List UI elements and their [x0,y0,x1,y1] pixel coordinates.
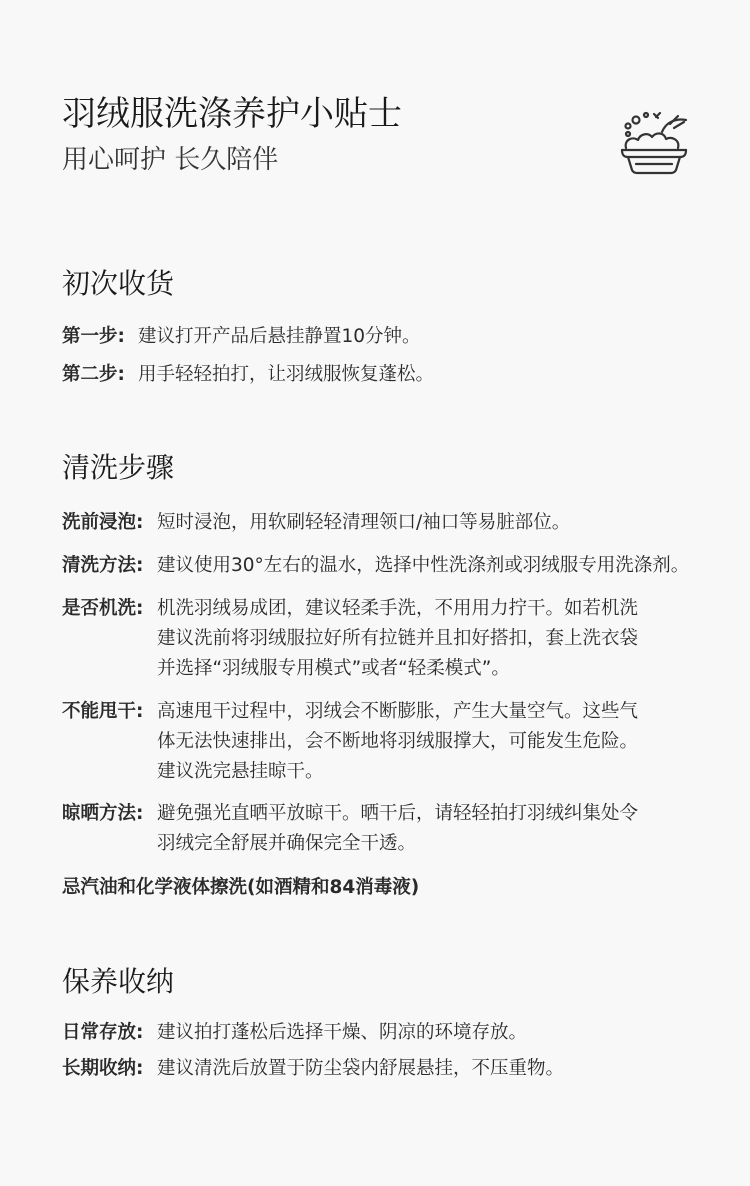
tip-row [62,551,750,581]
section-heading: 清洗步骤 [62,451,175,484]
tip-row [62,1018,750,1048]
tip-text: 建议拍打蓬松后选择干燥、阴凉的环境存放。 [157,1022,528,1043]
tip-row [62,1054,750,1084]
tip-text-line: 并选择“羽绒服专用模式”或者“轻柔模式”。 [157,658,510,679]
tip-text-line: 建议洗完悬挂晾干。 [157,761,324,782]
tip-text-line: 建议洗前将羽绒服拉好所有拉链并且扣好搭扣，套上洗衣袋 [157,628,639,649]
washing-basin-icon [618,110,692,176]
tip-label: 长期收纳: [62,1058,144,1079]
tip-label: 晾晒方法: [62,803,144,824]
page-title: 羽绒服洗涤养护小贴士 [62,94,402,134]
tip-text-line: 机洗羽绒易成团，建议轻柔手洗，不用用力拧干。如若机洗 [157,598,639,619]
tip-label: 不能甩干: [62,701,144,722]
tip-text: 建议使用30°左右的温水，选择中性洗涤剂或羽绒服专用洗涤剂。 [157,555,690,576]
tip-label: 日常存放: [62,1022,144,1043]
tip-row [62,594,750,684]
tip-label: 是否机洗: [62,598,144,619]
tip-text-line: 羽绒完全舒展并确保完全干透。 [157,833,417,854]
tip-text: 建议清洗后放置于防尘袋内舒展悬挂，不压重物。 [157,1058,565,1079]
step-label: 第一步: [62,326,125,347]
step-row [62,322,750,352]
tip-row [62,697,750,787]
section-heading: 保养收纳 [62,965,175,998]
warning-note: 忌汽油和化学液体擦洗(如酒精和84消毒液) [62,877,420,898]
tip-text-line: 体无法快速排出，会不断地将羽绒服撑大，可能发生危险。 [157,731,639,752]
step-row [62,360,750,390]
tip-text-line: 避免强光直晒平放晾干。晒干后，请轻轻拍打羽绒纠集处令 [157,803,639,824]
section-heading: 初次收货 [62,267,175,300]
tip-row [62,799,750,859]
page-subtitle: 用心呵护 长久陪伴 [62,145,279,175]
tip-label: 清洗方法: [62,555,144,576]
tip-row [62,508,750,538]
tip-label: 洗前浸泡: [62,512,144,533]
tip-text-line: 高速甩干过程中，羽绒会不断膨胀，产生大量空气。这些气 [157,701,639,722]
step-text: 用手轻轻拍打，让羽绒服恢复蓬松。 [138,364,435,385]
step-text: 建议打开产品后悬挂静置10分钟。 [138,326,421,347]
step-label: 第二步: [62,364,125,385]
tip-text: 短时浸泡，用软刷轻轻清理领口/袖口等易脏部位。 [157,512,571,533]
